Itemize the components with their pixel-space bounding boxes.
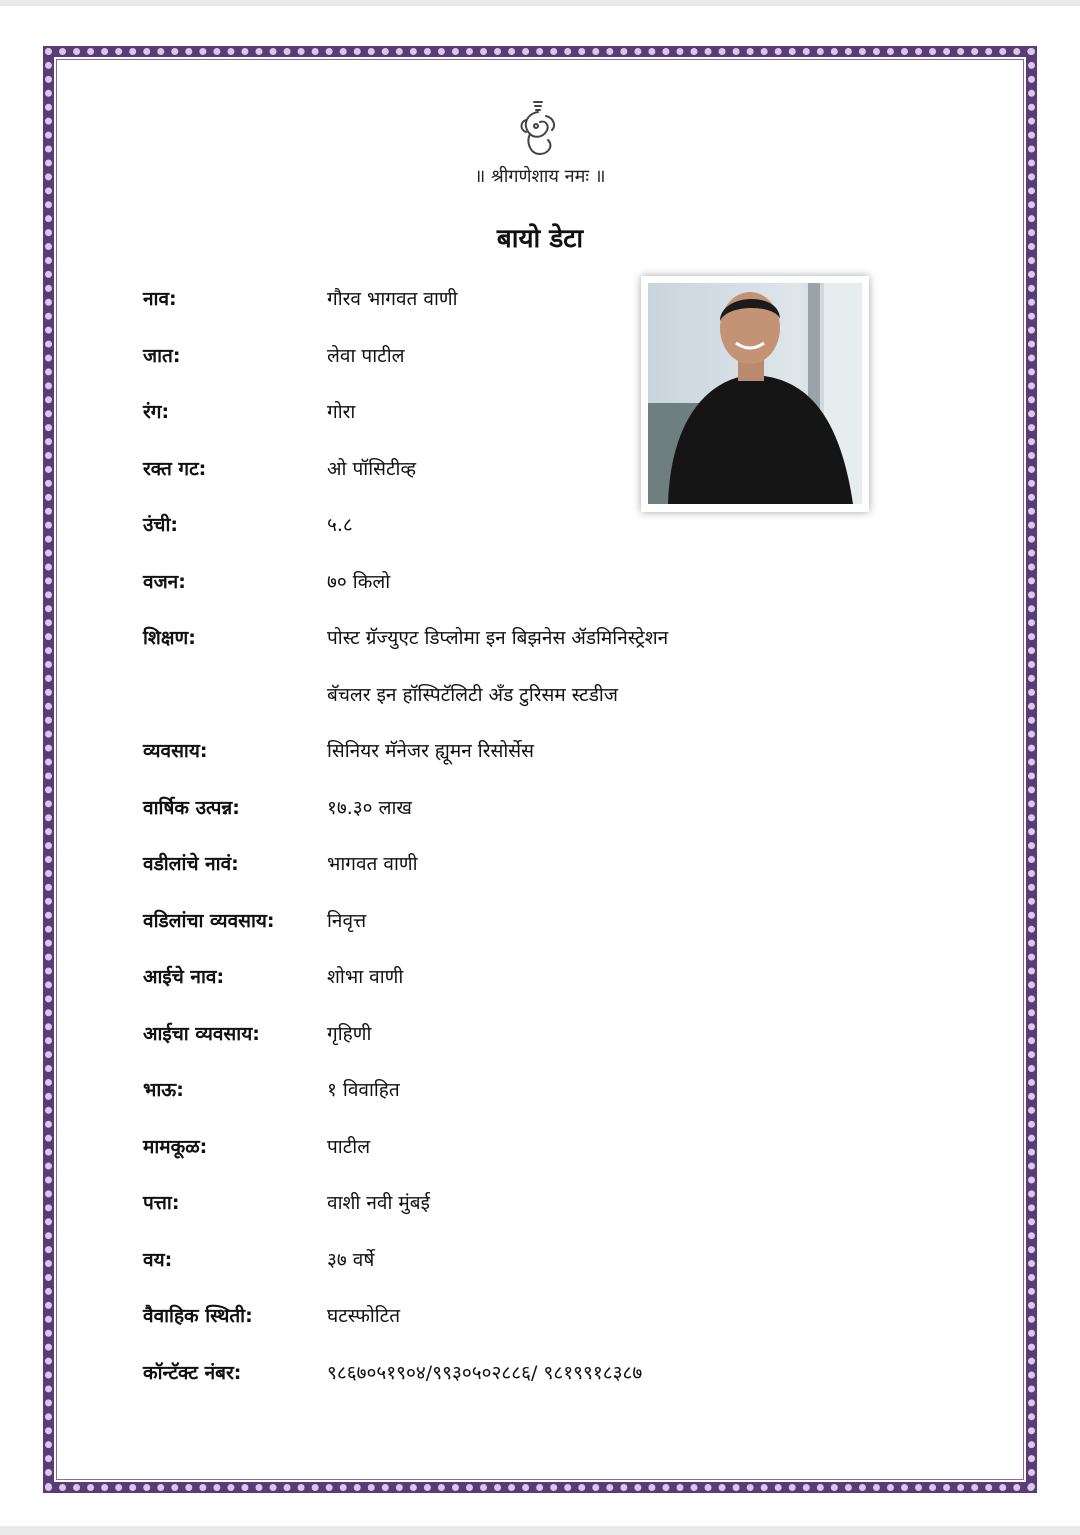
row-height: [0, 511, 1080, 551]
field-label: रक्त गट:: [143, 458, 207, 480]
field-value: १ विवाहित: [327, 1079, 400, 1101]
field-value: गृहिणी: [327, 1023, 372, 1045]
invocation-text: ॥ श्रीगणेशाय नमः ॥: [474, 166, 606, 187]
field-value: ७० किलो: [327, 571, 391, 593]
field-label: आईचा व्यवसाय:: [143, 1023, 260, 1045]
field-label: आईचे नाव:: [143, 966, 225, 988]
row-mother-name: [0, 963, 1080, 1003]
field-value: सिनियर मॅनेजर ह्यूमन रिसोर्सेस: [327, 740, 534, 762]
field-label: शिक्षण:: [143, 627, 196, 649]
field-label: वार्षिक उत्पन्न:: [143, 797, 240, 819]
field-value: ९८६७०५१९०४/९९३०५०२८८६/ ९८१९९१८३८७: [327, 1362, 643, 1384]
field-value: घटस्फोटित: [327, 1305, 401, 1327]
row-name: [0, 285, 1080, 325]
row-father-occupation: [0, 907, 1080, 947]
row-contact-number: [0, 1359, 1080, 1399]
field-value: ५.८: [327, 514, 353, 536]
row-annual-income: [0, 794, 1080, 834]
row-blood-group: [0, 455, 1080, 495]
row-education-2: [0, 681, 1080, 721]
row-father-name: [0, 850, 1080, 890]
field-value: निवृत्त: [327, 910, 367, 932]
field-value: लेवा पाटील: [327, 345, 405, 367]
field-value: ३७ वर्षे: [327, 1249, 375, 1271]
field-label: नाव:: [143, 288, 177, 310]
row-age: [0, 1246, 1080, 1286]
field-value: वाशी नवी मुंबई: [327, 1192, 430, 1214]
field-value: पोस्ट ग्रॅज्युएट डिप्लोमा इन बिझनेस ॲडमिनिस्ट्रेशन: [327, 627, 669, 649]
field-label: रंग:: [143, 401, 170, 423]
field-label: कॉन्टॅक्ट नंबर:: [143, 1362, 242, 1384]
field-label: वडीलांचे नावं:: [143, 853, 239, 875]
field-label: जात:: [143, 345, 181, 367]
row-complexion: [0, 398, 1080, 438]
field-value: गोरा: [327, 401, 356, 423]
row-weight: [0, 568, 1080, 608]
field-label: मामकूळ:: [143, 1136, 208, 1158]
field-value: बॅचलर इन हॉस्पिटॅलिटी ॲंड टुरिसम स्टडीज: [327, 684, 618, 706]
field-label: पत्ता:: [143, 1192, 180, 1214]
row-occupation: [0, 737, 1080, 777]
field-label: भाऊ:: [143, 1079, 184, 1101]
field-value: गौरव भागवत वाणी: [327, 288, 458, 310]
row-caste: [0, 342, 1080, 382]
field-label: वजन:: [143, 571, 186, 593]
field-value: शोभा वाणी: [327, 966, 404, 988]
row-maternal-family: [0, 1133, 1080, 1173]
field-label: वडिलांचा व्यवसाय:: [143, 910, 275, 932]
field-value: पाटील: [327, 1136, 371, 1158]
row-address: [0, 1189, 1080, 1229]
field-label: वैवाहिक स्थिती:: [143, 1305, 253, 1327]
field-label: व्यवसाय:: [143, 740, 208, 762]
field-value: १७.३० लाख: [327, 797, 412, 819]
field-label: उंची:: [143, 514, 178, 536]
page-title: बायो डेटा: [496, 224, 584, 254]
document-page: [0, 6, 1080, 1526]
row-mother-occupation: [0, 1020, 1080, 1060]
row-marital-status: [0, 1302, 1080, 1342]
field-value: ओ पॉसिटीव्ह: [327, 458, 417, 480]
row-education: [0, 624, 1080, 664]
field-value: भागवत वाणी: [327, 853, 418, 875]
row-brother: [0, 1076, 1080, 1116]
field-label: वय:: [143, 1249, 173, 1271]
ganesha-emblem-icon: [512, 96, 564, 162]
